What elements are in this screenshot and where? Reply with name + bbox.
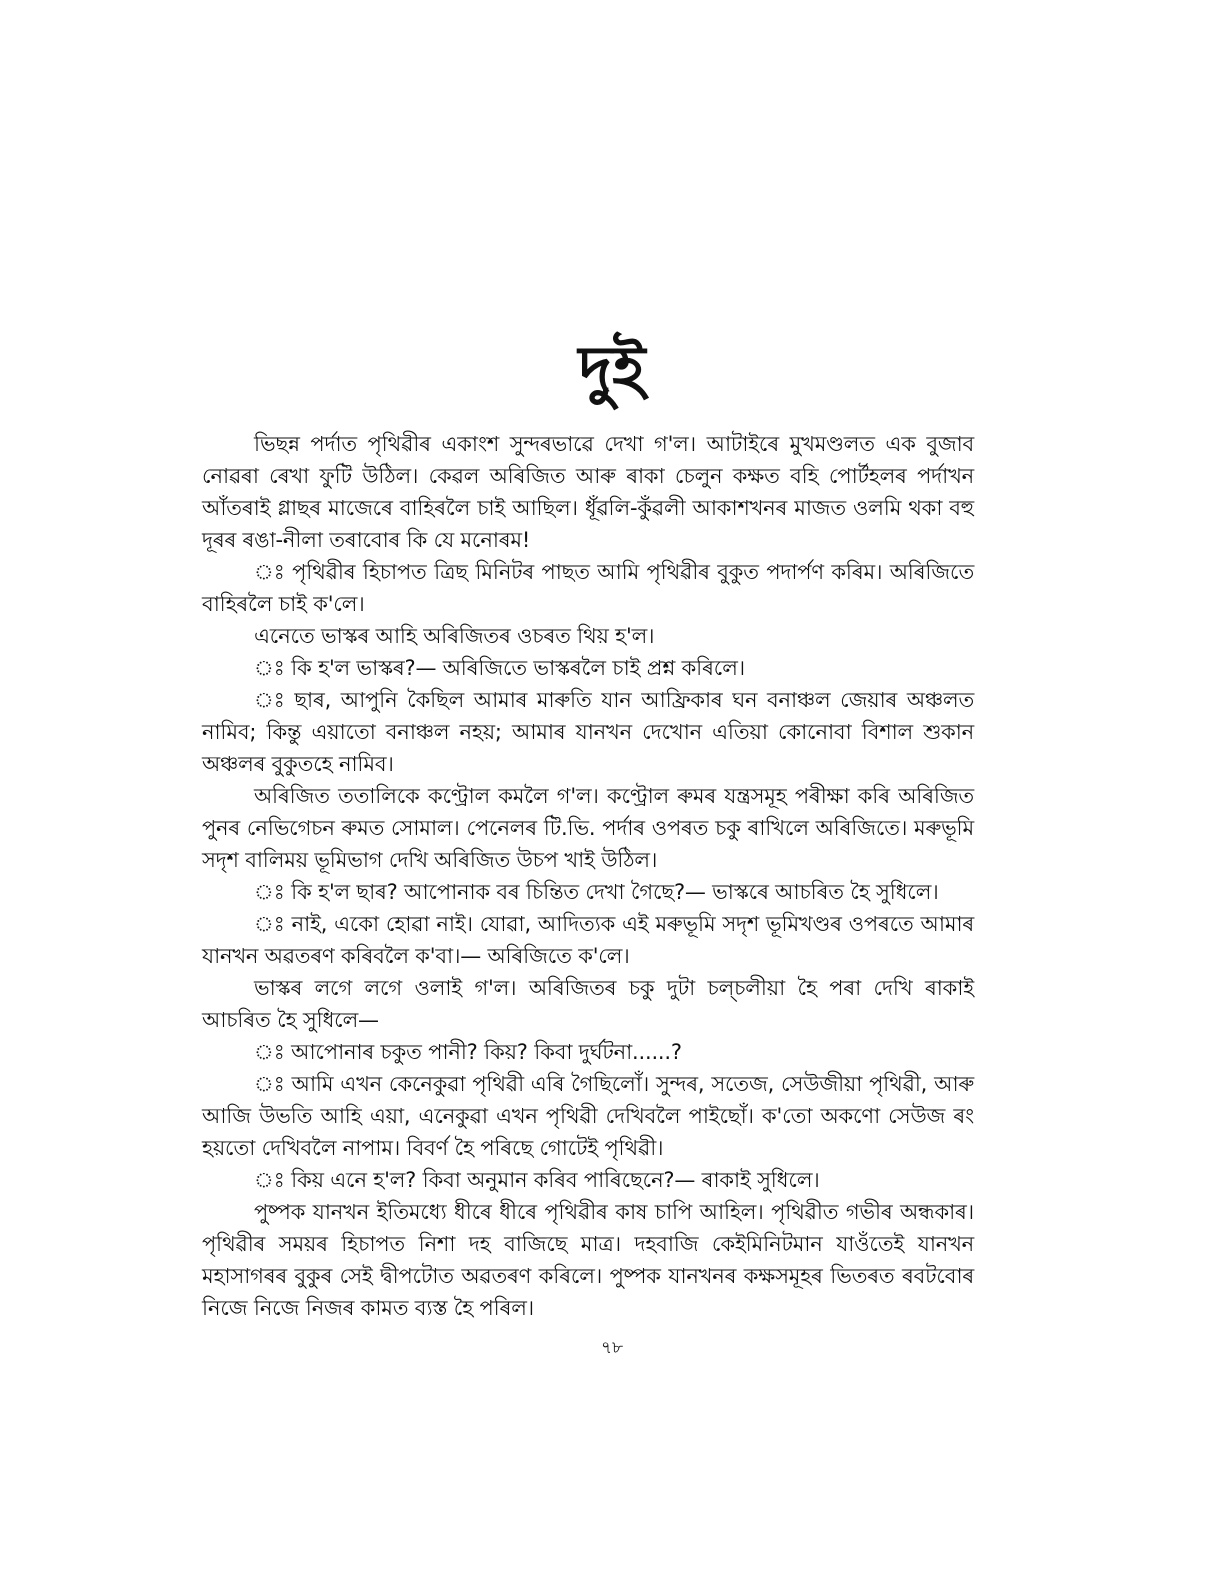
paragraph: অৰিজিত ততালিকে কণ্ট্ৰোল কমলৈ গ'ল। কণ্ট্ৰোল ৰুমৰ যন্ত্ৰসমূহ পৰীক্ষা কৰি অৰিজিত পুনৰ নেভিগেচন ৰুমত সোমাল। পেনেলৰ টি.ভি. পৰ্দাৰ ওপৰত চকু ৰাখিলে অৰিজিতে। মৰুভূমি সদৃশ বালিময় ভূমিভাগ দেখি অৰিজিত উচপ খাই উঠিল।	[202, 784, 974, 872]
paragraph: ভিছন্ন পৰ্দাত পৃথিৱীৰ একাংশ সুন্দৰভাৱে দেখা গ'ল। আটাইৰে মুখমণ্ডলত এক বুজাব নোৱৰা ৰেখা ফুটি উঠিল। কেৱল অৰিজিত আৰু ৰাকা চেলুন কক্ষত বহি পোর্টহলৰ পর্দাখন আঁতৰাই গ্লাছৰ মাজেৰে বাহিৰলৈ চাই আছিল। ধূঁৱলি-কুঁৱলী আকাশখনৰ মাজত ওলমি থকা বহু দূৰৰ ৰঙা-নীলা তৰাবোৰ কি যে মনোৰম!	[202, 432, 974, 552]
paragraph: ঃ ছাৰ, আপুনি কৈছিল আমাৰ মাৰুতি যান আফ্ৰিকাৰ ঘন বনাঞ্চল জেয়াৰ অঞ্চলত নামিব; কিন্তু এয়াতো বনাঞ্চল নহয়; আমাৰ যানখন দেখোন এতিয়া কোনোবা বিশাল শুকান অঞ্চলৰ বুকুতহে নামিব।	[202, 688, 974, 776]
body-text	[202, 428, 974, 1324]
paragraph: এনেতে ভাস্কৰ আহি অৰিজিতৰ ওচৰত থিয় হ'ল।	[254, 624, 655, 648]
paragraph: ঃ আপোনাৰ চকুত পানী? কিয়? কিবা দুৰ্ঘটনা......?	[254, 1040, 682, 1064]
paragraph: ভাস্কৰ লগে লগে ওলাই গ'ল। অৰিজিতৰ চকু দুটা চল্‌চলীয়া হৈ পৰা দেখি ৰাকাই আচৰিত হৈ সুধিলে—	[202, 976, 974, 1032]
paragraph: ঃ কি হ'ল ছাৰ? আপোনাক বৰ চিন্তিত দেখা গৈছে?— ভাস্কৰে আচৰিত হৈ সুধিলে।	[254, 880, 939, 904]
paragraph: ঃ কি হ'ল ভাস্কৰ?— অৰিজিতে ভাস্কৰলৈ চাই প্ৰশ্ন কৰিলে।	[254, 656, 745, 680]
paragraph: ঃ নাই, একো হোৱা নাই। যোৱা, আদিত্যক এই মৰুভূমি সদৃশ ভূমিখণ্ডৰ ওপৰতে আমাৰ যানখন অৱতৰণ কৰিবলৈ ক'বা।— অৰিজিতে ক'লে।	[202, 912, 974, 968]
page-number: ৭৮	[600, 1338, 624, 1358]
paragraph: ঃ পৃথিৱীৰ হিচাপত ত্ৰিছ মিনিটৰ পাছত আমি পৃথিৱীৰ বুকুত পদাৰ্পণ কৰিম। অৰিজিতে বাহিৰলৈ চাই ক'লে।	[202, 560, 974, 616]
chapter-title: দুই	[578, 333, 646, 407]
paragraph: ঃ আমি এখন কেনেকুৱা পৃথিৱী এৰি গৈছিলোঁ। সুন্দৰ, সতেজ, সেউজীয়া পৃথিৱী, আৰু আজি উভতি আহি এয়া, এনেকুৱা এখন পৃথিৱী দেখিবলৈ পাইছোঁ। ক'তো অকণো সেউজ ৰং হয়তো দেখিবলৈ নাপাম। বিবৰ্ণ হৈ পৰিছে গোটেই পৃথিৱী।	[202, 1072, 974, 1160]
paragraph: ঃ কিয় এনে হ'ল? কিবা অনুমান কৰিব পাৰিছেনে?— ৰাকাই সুধিলে।	[254, 1168, 820, 1192]
paragraph: পুষ্পক যানখন ইতিমধ্যে ধীৰে ধীৰে পৃথিৱীৰ কাষ চাপি আহিল। পৃথিৱীত গভীৰ অন্ধকাৰ। পৃথিৱীৰ সময়ৰ হিচাপত নিশা দহ বাজিছে মাত্ৰ। দহবাজি কেইমিনিটমান যাওঁতেই যানখন মহাসাগৰৰ বুকুৰ সেই দ্বীপটোত অৱতৰণ কৰিলে। পুষ্পক যানখনৰ কক্ষসমূহৰ ভিতৰত ৰবটবোৰ নিজে নিজে নিজৰ কামত ব্যস্ত হৈ পৰিল।	[202, 1200, 974, 1320]
